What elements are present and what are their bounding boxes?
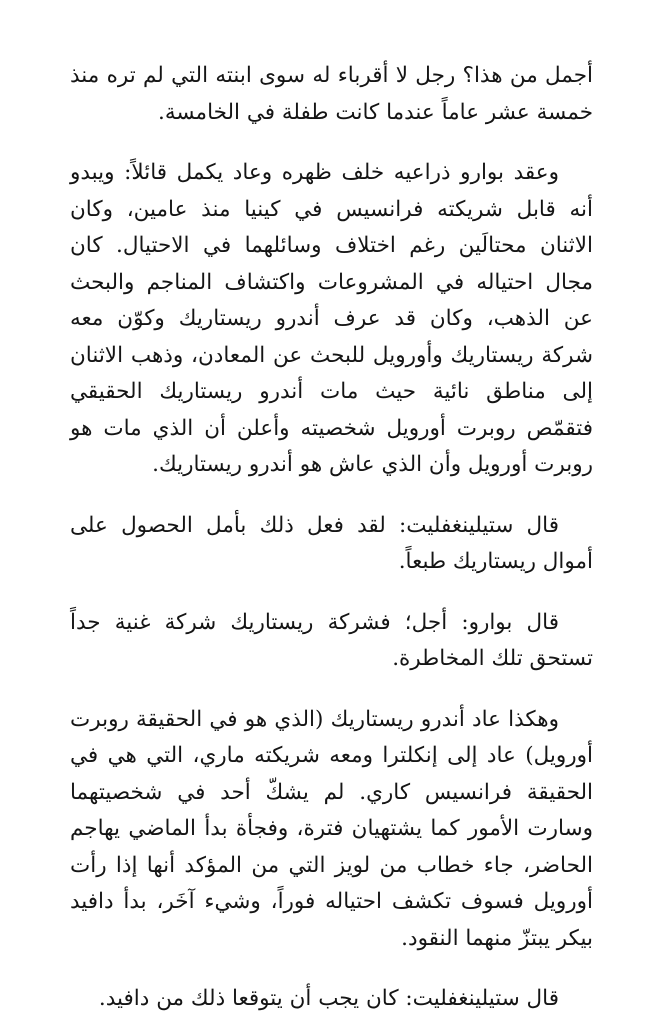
paragraph-6: قال ستيلينغفليت: كان يجب أن يتوقعا ذلك من دافيد. bbox=[98, 986, 559, 1011]
paragraph-5: وهكذا عاد أندرو ريستاريك (الذي هو في الحقيقة روبرت أورويل) عاد إلى إنكلترا ومعه شريكته ماري، التي هي في الحقيقة فرانسيس كاري. لم يشكّ أحد في شخصيتهما وسارت الأمور كما يشتهيان فترة، وفجأة بدأ الماضي يهاجم الحاضر، جاء خطاب من لويز التي من المؤكد أنها إذا رأت أورويل فسوف تكشف احتياله فوراً، وشيء آخَر، بدأ دافيد بيكر يبتزّ منهما النقود. bbox=[70, 706, 593, 951]
paragraph-2: وعقد بوارو ذراعيه خلف ظهره وعاد يكمل قائلاً: ويبدو أنه قابل شريكته فرانسيس في كينيا منذ عامين، وكان الاثنان محتالَين رغم اختلاف وسائلهما في الاحتيال. كان مجال احتياله في المشروعات واكتشاف المناجم والبحث عن الذهب، وكان قد عرف أندرو ريستاريك وكوّن معه شركة ريستاريك وأورويل للبحث عن المعادن، وذهب الاثنان إلى مناطق نائية حيث مات أندرو ريستاريك الحقيقي فتقمّص روبرت أورويل شخصيته وأعلن أن الذي مات هو روبرت أورويل وأن الذي عاش هو أندرو ريستاريك. bbox=[70, 160, 593, 477]
paragraph-4: قال بوارو: أجل؛ فشركة ريستاريك شركة غنية جداً تستحق تلك المخاطرة. bbox=[70, 609, 593, 671]
paragraph-1: أجمل من هذا؟ رجل لا أقرباء له سوى ابنته التي لم تره منذ خمسة عشر عاماً عندما كانت طفلة في الخامسة. bbox=[70, 63, 593, 125]
paragraph-3: قال ستيلينغفليت: لقد فعل ذلك بأمل الحصول على أموال ريستاريك طبعاً. bbox=[70, 512, 593, 574]
